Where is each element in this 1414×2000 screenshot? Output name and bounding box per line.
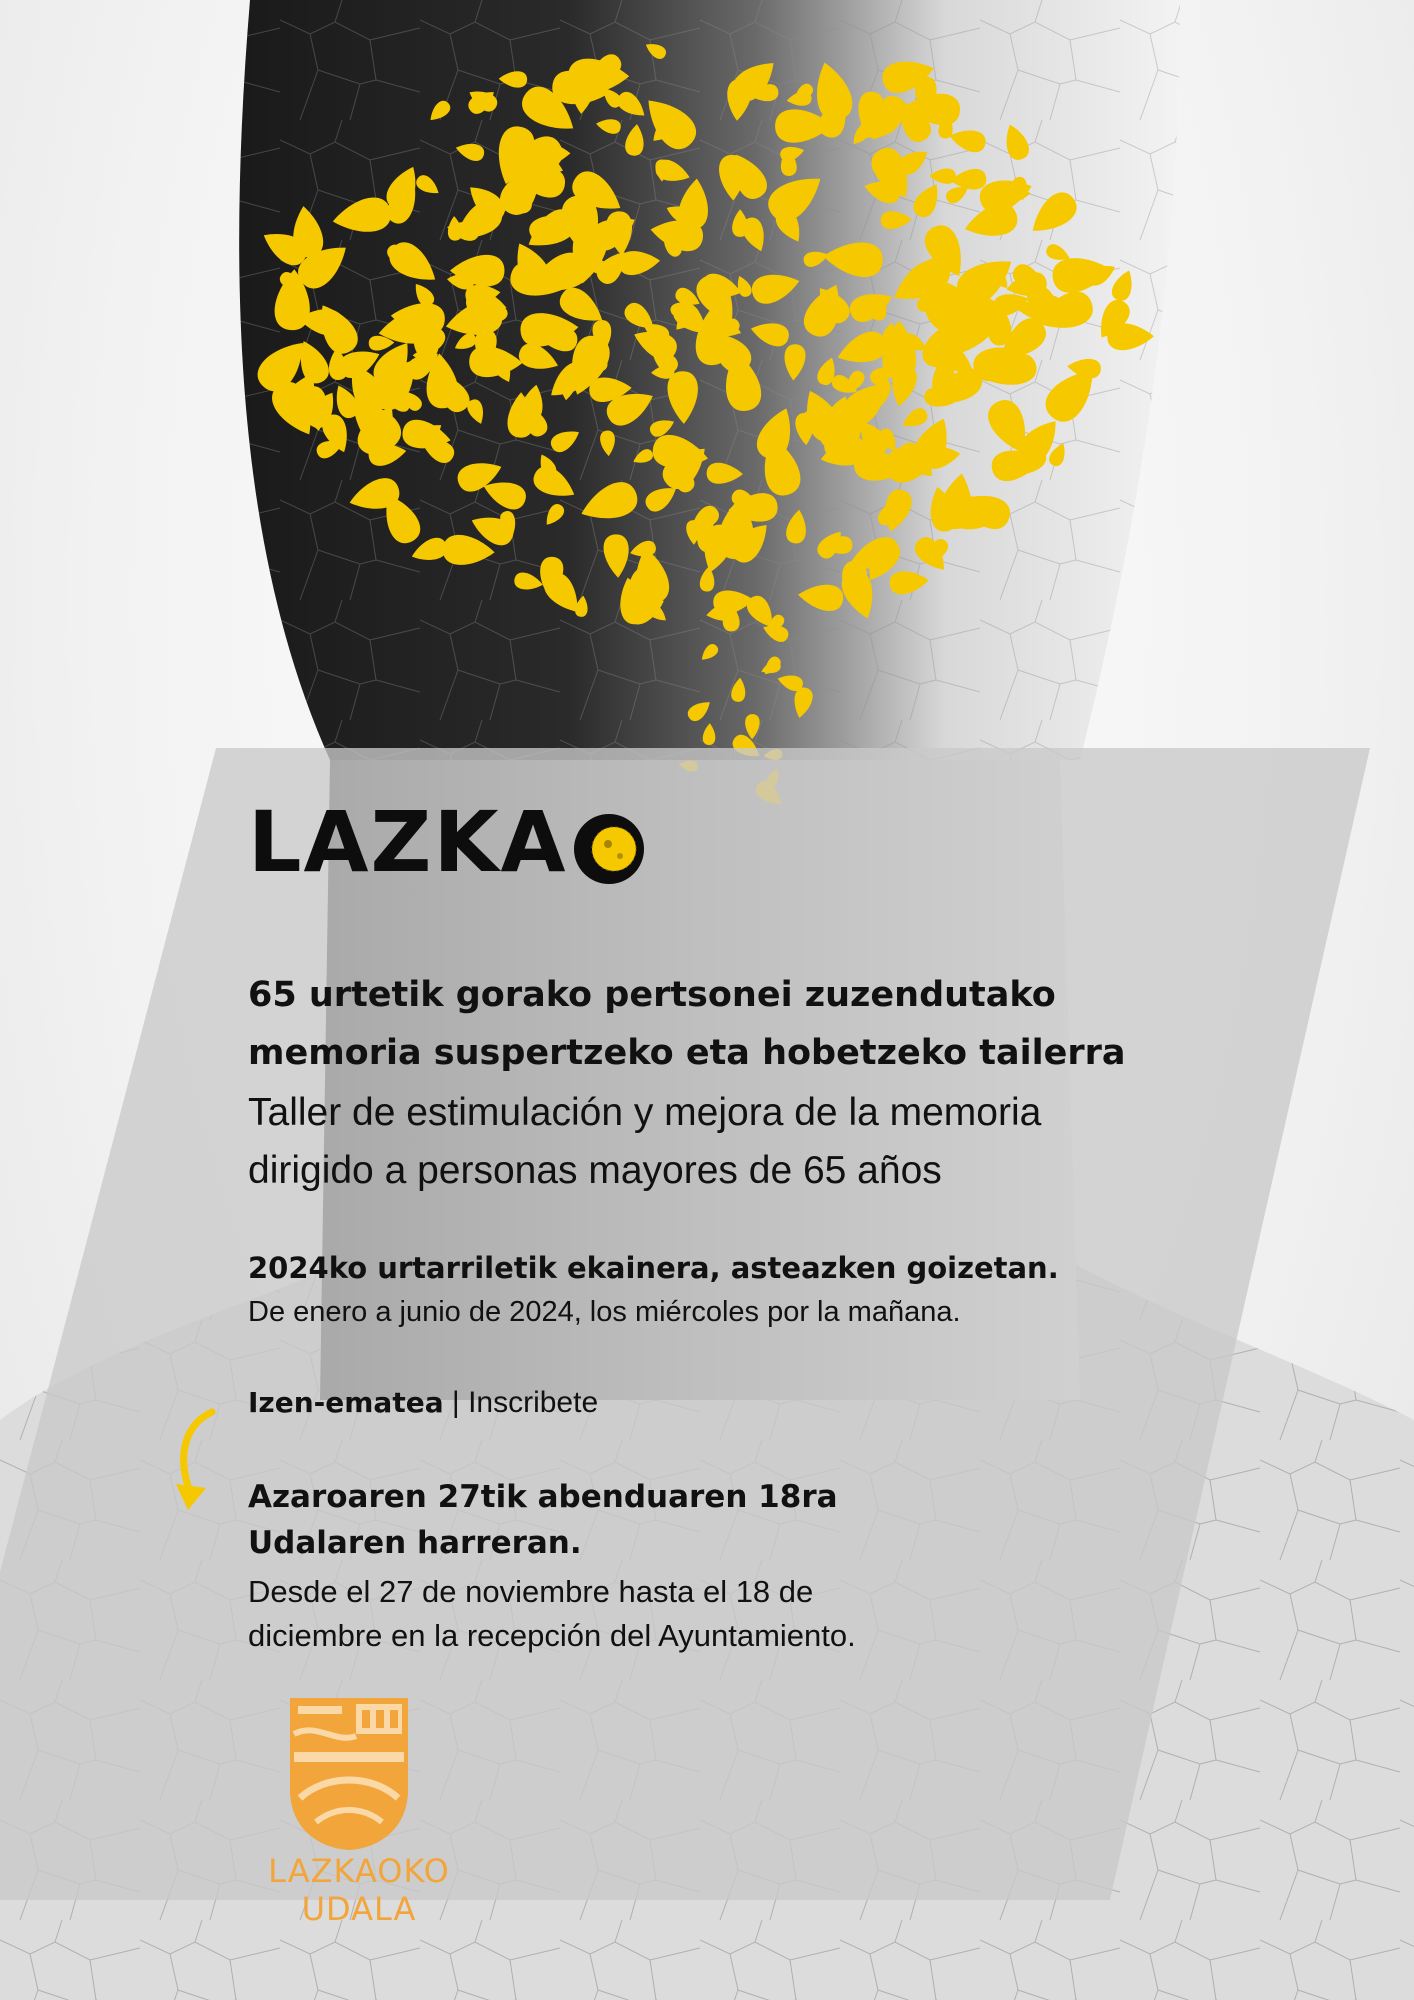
yellow-swirl-o-icon [572, 812, 646, 886]
title-spanish-line1: Taller de estimulación y mejora de la memoria [248, 1091, 1042, 1134]
registration-heading [248, 1380, 598, 1426]
schedule-basque: 2024ko urtarriletik ekainera, asteazken goizetan. [248, 1251, 1059, 1285]
registration-basque-label: Izen-ematea [248, 1386, 444, 1419]
registration-dates-basque [248, 1474, 838, 1566]
schedule-spanish: De enero a junio de 2024, los miércoles por la mañana. [248, 1296, 961, 1328]
when-basque-line1: Azaroaren 27tik abenduaren 18ra [248, 1479, 838, 1515]
municipality-name [246, 1852, 472, 1928]
when-spanish-line2: diciembre en la recepción del Ayuntamiento. [248, 1618, 856, 1653]
title-spanish [248, 1084, 1348, 1200]
lazkao-logo-text: LAZKA [248, 793, 568, 891]
title-basque-line2: memoria suspertzeko eta hobetzeko tailerra [248, 1033, 1126, 1073]
registration-spanish-label: Inscribete [468, 1386, 599, 1419]
title-basque-line1: 65 urtetik gorako pertsonei zuzendutako [248, 975, 1056, 1015]
registration-dates-spanish [248, 1570, 856, 1658]
title-spanish-line2: dirigido a personas mayores de 65 años [248, 1149, 942, 1192]
registration-separator: | [443, 1386, 469, 1419]
when-spanish-line1: Desde el 27 de noviembre hasta el 18 de [248, 1574, 814, 1609]
title-basque [248, 966, 1348, 1082]
municipality-name-line1: LAZKAOKO [268, 1852, 450, 1890]
when-basque-line2: Udalaren harreran. [248, 1525, 582, 1561]
curved-arrow-icon [168, 1404, 228, 1514]
municipality-name-line2: UDALA [301, 1890, 417, 1928]
municipal-crest-icon [286, 1694, 412, 1852]
